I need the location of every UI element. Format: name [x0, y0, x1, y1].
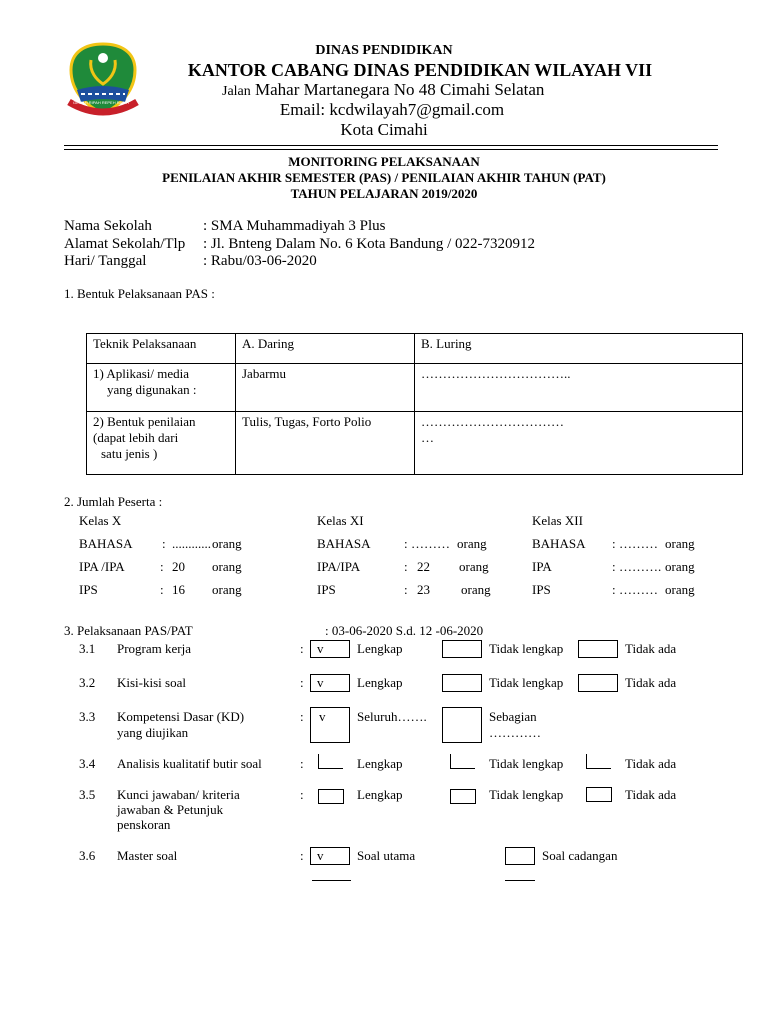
- row-unit: orang: [665, 536, 695, 551]
- item-colon: :: [300, 641, 304, 656]
- section3-period: : 03-06-2020 S.d. 12 -06-2020: [325, 623, 484, 638]
- section3-title: 3. Pelaksanaan PAS/PAT: [64, 623, 193, 638]
- option-main-set-label: Soal utama: [357, 848, 416, 863]
- assessment-offline-line2: …: [421, 430, 434, 445]
- header-divider-top: [64, 145, 718, 146]
- table-header-offline: B. Luring: [415, 334, 743, 364]
- office-city: Kota Cimahi: [340, 120, 428, 139]
- agency-name: DINAS PENDIDIKAN: [315, 43, 453, 58]
- row-label: BAHASA: [79, 536, 133, 551]
- row-value: ............: [172, 536, 211, 551]
- option-none-label: Tidak ada: [625, 641, 677, 656]
- office-name: KANTOR CABANG DINAS PENDIDIKAN WILAYAH VII: [187, 60, 653, 80]
- table-row-application-label: [87, 364, 236, 412]
- section2-title: 2. Jumlah Peserta :: [64, 494, 163, 509]
- underline: [312, 880, 351, 881]
- school-address-label: Alamat Sekolah/Tlp: [64, 236, 186, 252]
- row-unit: orang: [212, 582, 242, 597]
- application-label-line1: 1) Aplikasi/ media: [93, 366, 190, 381]
- date-value: : Rabu/03-06-2020: [203, 253, 317, 269]
- item-number: 3.4: [79, 756, 96, 771]
- address-text: Mahar Martanegara No 48 Cimahi Selatan: [255, 80, 545, 99]
- option-none-label: Tidak ada: [625, 675, 677, 690]
- school-address-value: : Jl. Bnteng Dalam No. 6 Kota Bandung / 022-7320912: [203, 236, 536, 252]
- row-colon: :: [612, 559, 616, 574]
- table-header-technique: Teknik Pelaksanaan: [87, 334, 236, 364]
- row-unit: orang: [459, 559, 489, 574]
- form-title-line2: PENILAIAN AKHIR SEMESTER (PAS) / PENILAIAN AKHIR TAHUN (PAT): [162, 170, 606, 185]
- item-label-line2: yang diujikan: [117, 725, 189, 740]
- row-colon: :: [612, 582, 616, 597]
- application-label-line2: yang digunakan :: [107, 382, 197, 397]
- row-label: IPS: [532, 582, 551, 597]
- item-number: 3.2: [79, 675, 96, 690]
- school-name-value: : SMA Muhammadiyah 3 Plus: [203, 218, 386, 234]
- row-value: 16: [172, 582, 185, 597]
- checkbox-complete[interactable]: [318, 754, 343, 769]
- row-colon: :: [404, 582, 408, 597]
- option-incomplete-label: Tidak lengkap: [489, 787, 564, 802]
- table-row-assessment-label: [87, 412, 236, 475]
- row-unit: orang: [212, 559, 242, 574]
- row-unit: orang: [461, 582, 491, 597]
- row-value: 20: [172, 559, 185, 574]
- assessment-label-line1: 2) Bentuk penilaian: [93, 414, 196, 429]
- item-label: Master soal: [117, 848, 178, 863]
- section1-title: 1. Bentuk Pelaksanaan PAS :: [64, 286, 215, 301]
- item-colon: :: [300, 756, 304, 771]
- table-header-online: A. Daring: [236, 334, 415, 364]
- checkbox-complete[interactable]: v: [310, 674, 350, 692]
- logo-motto: GEMAH RIPAH REPEH RAPIH: [73, 100, 129, 105]
- checkbox-backup-set[interactable]: [505, 847, 535, 865]
- underline: [505, 880, 535, 881]
- option-partial-dots: …………: [489, 725, 541, 740]
- assessment-offline-line1: ……………………………: [421, 414, 564, 429]
- option-partial-label: Sebagian: [489, 709, 537, 724]
- table-row-assessment-offline: [415, 412, 743, 475]
- row-value: ……….: [619, 559, 662, 574]
- table-row-assessment-online: Tulis, Tugas, Forto Polio: [236, 412, 415, 475]
- row-colon: :: [160, 559, 164, 574]
- item-number: 3.3: [79, 709, 96, 724]
- item-label: Program kerja: [117, 641, 192, 656]
- assessment-label-line3: satu jenis ): [101, 446, 158, 461]
- option-complete-label: Lengkap: [357, 641, 403, 656]
- form-title-line3: TAHUN PELAJARAN 2019/2020: [290, 186, 478, 201]
- office-address: [222, 80, 544, 100]
- option-complete-label: Lengkap: [357, 787, 403, 802]
- row-unit: orang: [212, 536, 242, 551]
- checkbox-incomplete[interactable]: [442, 674, 482, 692]
- item-label: Kisi-kisi soal: [117, 675, 186, 690]
- row-label: IPS: [317, 582, 336, 597]
- row-value: ………: [411, 536, 450, 551]
- row-colon: :: [404, 536, 408, 551]
- office-email: Email: kcdwilayah7@gmail.com: [279, 100, 505, 119]
- checkbox-complete[interactable]: v: [310, 640, 350, 658]
- row-label: BAHASA: [317, 536, 371, 551]
- class-x-heading: Kelas X: [79, 513, 122, 528]
- checkbox-none[interactable]: [586, 754, 611, 769]
- item-colon: :: [300, 709, 304, 724]
- item-number: 3.1: [79, 641, 96, 656]
- row-label: BAHASA: [532, 536, 586, 551]
- header-divider-bottom: [64, 149, 718, 150]
- technique-table: [86, 333, 743, 475]
- row-value: 22: [417, 559, 430, 574]
- row-value: 23: [417, 582, 430, 597]
- row-unit: orang: [457, 536, 487, 551]
- option-none-label: Tidak ada: [625, 787, 677, 802]
- checkbox-none[interactable]: [578, 640, 618, 658]
- school-name-label: Nama Sekolah: [64, 218, 152, 234]
- option-incomplete-label: Tidak lengkap: [489, 641, 564, 656]
- checkbox-incomplete[interactable]: [442, 640, 482, 658]
- checkbox-none[interactable]: [578, 674, 618, 692]
- checkbox-main-set[interactable]: v: [310, 847, 350, 865]
- item-colon: :: [300, 787, 304, 802]
- checkbox-partial[interactable]: [442, 707, 482, 743]
- row-label: IPS: [79, 582, 98, 597]
- item-number: 3.5: [79, 787, 96, 802]
- option-backup-set-label: Soal cadangan: [542, 848, 618, 863]
- option-all-label: Seluruh…….: [357, 709, 427, 724]
- row-label: IPA/IPA: [317, 559, 361, 574]
- item-number: 3.6: [79, 848, 96, 863]
- row-colon: :: [160, 582, 164, 597]
- row-colon: :: [162, 536, 166, 551]
- checkbox-incomplete[interactable]: [450, 789, 476, 804]
- item-label-line2: jawaban & Petunjuk: [117, 802, 224, 817]
- item-label: Kunci jawaban/ kriteria: [117, 787, 240, 802]
- date-label: Hari/ Tanggal: [64, 253, 147, 269]
- assessment-label-line2: (dapat lebih dari: [93, 430, 179, 445]
- item-label: Kompetensi Dasar (KD): [117, 709, 245, 724]
- item-colon: :: [300, 675, 304, 690]
- checkbox-incomplete[interactable]: [450, 754, 475, 769]
- row-value: ………: [619, 582, 658, 597]
- checkbox-none[interactable]: [586, 787, 612, 802]
- checkbox-complete[interactable]: [318, 789, 344, 804]
- item-label: Analisis kualitatif butir soal: [117, 756, 262, 771]
- form-title-line1: MONITORING PELAKSANAAN: [288, 154, 480, 169]
- option-complete-label: Lengkap: [357, 675, 403, 690]
- option-complete-label: Lengkap: [357, 756, 403, 771]
- row-value: ………: [619, 536, 658, 551]
- option-incomplete-label: Tidak lengkap: [489, 756, 564, 771]
- class-xii-heading: Kelas XII: [532, 513, 583, 528]
- item-colon: :: [300, 848, 304, 863]
- row-colon: :: [404, 559, 408, 574]
- table-row-application-online: Jabarmu: [236, 364, 415, 412]
- row-label: IPA: [532, 559, 552, 574]
- row-label: IPA /IPA: [79, 559, 125, 574]
- row-colon: :: [612, 536, 616, 551]
- row-unit: orang: [665, 582, 695, 597]
- row-unit: orang: [665, 559, 695, 574]
- address-prefix: Jalan: [222, 84, 251, 99]
- class-xi-heading: Kelas XI: [317, 513, 364, 528]
- table-row-application-offline: ……………………………..: [415, 364, 743, 412]
- item-label-line3: penskoran: [117, 817, 171, 832]
- checkbox-all[interactable]: v: [310, 707, 350, 743]
- option-incomplete-label: Tidak lengkap: [489, 675, 564, 690]
- option-none-label: Tidak ada: [625, 756, 677, 771]
